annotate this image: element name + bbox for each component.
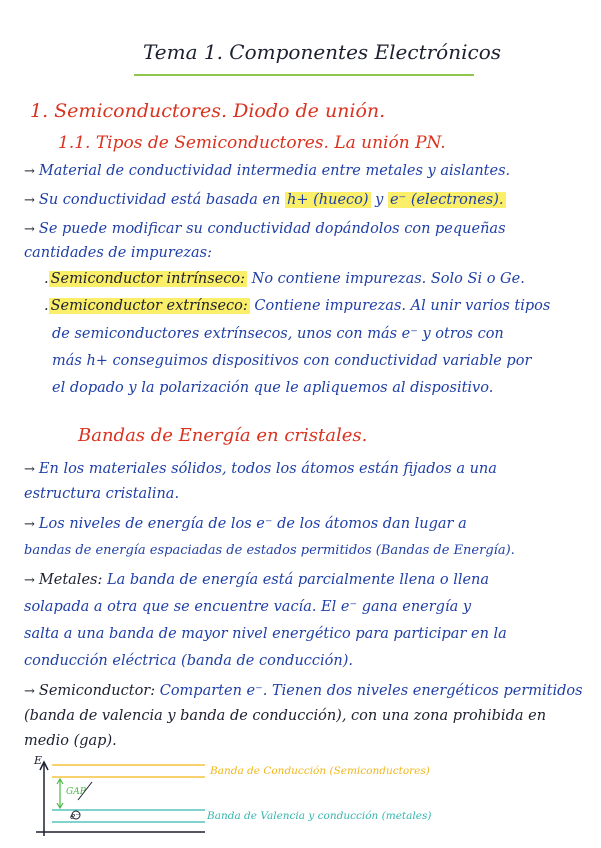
arrow-icon: → bbox=[24, 684, 35, 699]
label-semiconductor: Semiconductor: bbox=[38, 683, 156, 699]
bullet-material: → Material de conductividad intermedia entre metales y aislantes. bbox=[24, 163, 511, 179]
extrinseco-line-3: más h+ conseguimos dispositivos con conductividad variable por bbox=[52, 353, 532, 369]
type-extrinseco: . Semiconductor extrínseco: Contiene impurezas. Al unir varios tipos bbox=[44, 298, 551, 314]
label-metales: Metales: bbox=[38, 572, 103, 588]
valence-band-label: Banda de Valencia y conducción (metales) bbox=[207, 810, 432, 822]
arrow-icon: → bbox=[24, 193, 35, 208]
bullet-metales: → Metales: La banda de energía está parcialmente llena o llena bbox=[24, 572, 490, 588]
bullet-dopado-cont: cantidades de impurezas: bbox=[24, 245, 213, 261]
arrow-icon: → bbox=[24, 573, 35, 588]
bullet-solidos: → En los materiales sólidos, todos los átomos están fijados a una bbox=[24, 461, 497, 477]
bullet-niveles-cont: bandas de energía espaciadas de estados permitidos (Bandas de Energía). bbox=[24, 543, 515, 558]
highlight-hueco: h+ (hueco) bbox=[287, 192, 369, 208]
section-heading-semiconductores: 1. Semiconductores. Diodo de unión. bbox=[30, 100, 386, 122]
subsection-heading-tipos: 1.1. Tipos de Semiconductores. La unión PN. bbox=[58, 133, 446, 153]
type-intrinseco: . Semiconductor intrínseco: No contiene impurezas. Solo Si o Ge. bbox=[44, 271, 525, 287]
metales-line-2: solapada a otra que se encuentre vacía. El e⁻ gana energía y bbox=[24, 599, 472, 615]
arrow-icon: → bbox=[24, 222, 35, 237]
bullet-solidos-cont: estructura cristalina. bbox=[24, 486, 180, 502]
bullet-niveles: → Los niveles de energía de los e⁻ de los átomos dan lugar a bbox=[24, 516, 467, 532]
extrinseco-line-4: el dopado y la polarización que le apliquemos al dispositivo. bbox=[52, 380, 494, 396]
conduction-band-label: Banda de Conducción (Semiconductores) bbox=[210, 765, 430, 777]
semiconductor-line-3: medio (gap). bbox=[24, 733, 117, 749]
bullet-conductividad: → Su conductividad está basada en h+ (hueco) y e⁻ (electrones). bbox=[24, 192, 504, 208]
semiconductor-line-2: (banda de valencia y banda de conducción), con una zona prohibida en bbox=[24, 708, 547, 724]
bullet-dopado: → Se puede modificar su conductividad dopándolos con pequeñas bbox=[24, 221, 506, 237]
section-heading-bandas: Bandas de Energía en cristales. bbox=[78, 425, 368, 446]
page-title: Tema 1. Componentes Electrónicos bbox=[143, 40, 502, 64]
energy-axis-label: E bbox=[34, 754, 43, 767]
arrow-icon: → bbox=[24, 164, 35, 179]
arrow-icon: → bbox=[24, 462, 35, 477]
electron-label: e⁻ bbox=[70, 812, 81, 822]
arrow-icon: → bbox=[24, 517, 35, 532]
bullet-semiconductor: → Semiconductor: Comparten e⁻. Tienen dos niveles energéticos permitidos bbox=[24, 683, 583, 699]
metales-line-4: conducción eléctrica (banda de conducción). bbox=[24, 653, 354, 669]
label-extrinseco: Semiconductor extrínseco: bbox=[50, 298, 248, 314]
label-intrinseco: Semiconductor intrínseco: bbox=[50, 271, 246, 287]
highlight-electrones: e⁻ (electrones). bbox=[389, 192, 504, 208]
gap-label: GAP bbox=[66, 787, 86, 797]
extrinseco-line-2: de semiconductores extrínsecos, unos con más e⁻ y otros con bbox=[52, 326, 504, 342]
metales-line-3: salta a una banda de mayor nivel energético para participar en la bbox=[24, 626, 507, 642]
